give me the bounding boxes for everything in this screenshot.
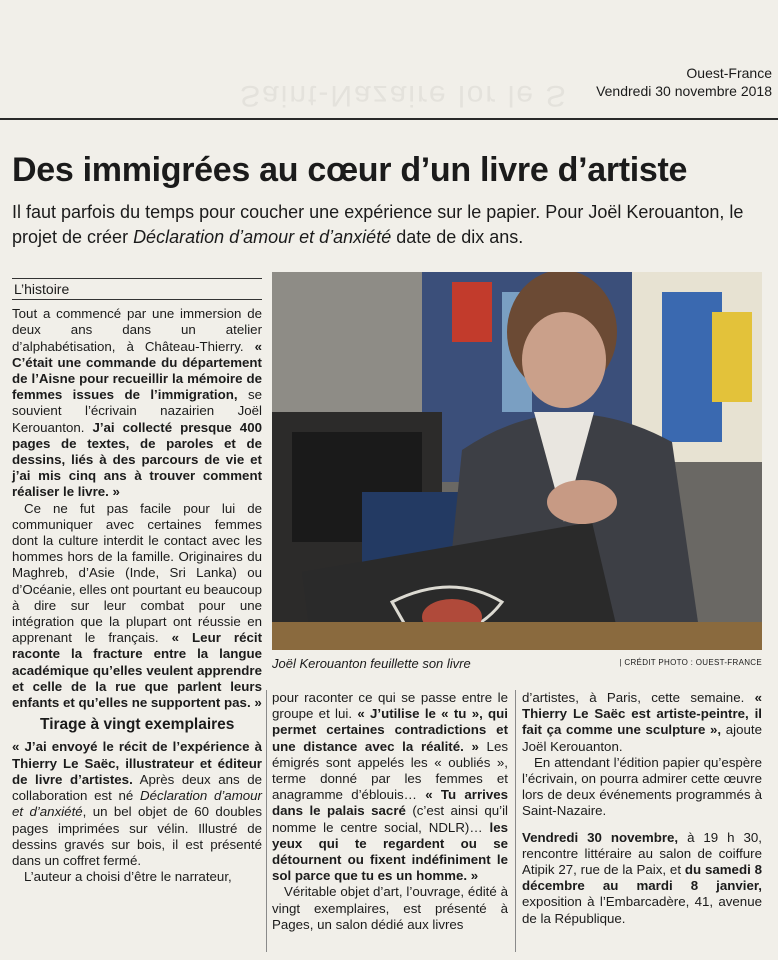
text-run: d’artistes, à Paris, cette semaine. xyxy=(522,690,755,705)
paragraph-4: L’auteur a choisi d’être le narrateur, xyxy=(24,869,232,885)
paragraph-9 xyxy=(522,830,762,927)
column-3 xyxy=(522,690,762,927)
date-run: du samedi 8 décembre au mardi 8 janvier, xyxy=(522,862,762,894)
rubrique-label: L’histoire xyxy=(12,278,262,300)
quote-run: « C’était une commande du département de l’Aisne pour recueillir la mémoire de femmes issues de l’immigration, xyxy=(12,338,262,403)
chapo xyxy=(12,200,772,250)
quote-run: « Leur récit raconte la fracture entre la langue académique qu’elles veulent apprendre et celle de la rue que parlent leurs enfants et qu’elles ne supportent pas. » xyxy=(12,630,263,711)
photo-credit: | CRÉDIT PHOTO : OUEST-FRANCE xyxy=(619,658,762,667)
paragraph-6: Véritable objet d’art, l’ouvrage, édité à vingt exemplaires, est présenté à Pages, un salon dédié aux livres xyxy=(272,884,508,932)
text-run: , un bel objet de 60 doubles pages imprimées sur vélin. Illustré de dessins gravés sur bois, il est présenté dans un coffret fermé. xyxy=(12,804,262,868)
bleed-through-text: Saint-Nazaire lor le S xyxy=(240,79,568,112)
text-run: à 19 h 30, rencontre littéraire au salon de coiffure Atipik 27, rue de la Paix, et xyxy=(522,829,762,878)
quote-run: les yeux qui te regardent ou se détournent ou fixent indéfiniment le sol parce que tu es un homme. » xyxy=(272,819,508,884)
column-divider xyxy=(266,690,267,952)
text-run: Après deux ans de collaboration est né xyxy=(12,771,263,804)
paragraph-2 xyxy=(12,501,262,712)
date-run: Vendredi 30 novembre, xyxy=(522,829,679,845)
headline: Des immigrées au cœur d’un livre d’artiste xyxy=(12,151,688,189)
quote-run: « J’ai envoyé le récit de l’expérience à Thierry Le Saëc, illustrateur et éditeur de livre d’artistes. xyxy=(12,739,262,787)
chapo-text-2: date de dix ans. xyxy=(391,227,524,247)
photo-caption xyxy=(272,656,762,671)
text-run: Ce ne fut pas facile pour lui de communiquer avec certaines femmes dont la culture interdit le contact avec les hommes hors de la famille. Originaires du Maghreb, d’Asie (Inde, Sri Lanka) ou d’Océanie, elles ont pourtant eu beaucoup à dire sur leur combat pour une intégration que la plupart ont réussie en apprenant le français. xyxy=(12,500,262,646)
paragraph-8: En attendant l’édition papier qu’espère l’écrivain, on pourra admirer cette œuvre lors de deux événements programmés à Saint-Nazaire. xyxy=(522,754,762,819)
text-run: se souvient l’écrivain nazairien Joël Kerouanton. xyxy=(12,387,262,435)
photo-legend: Joël Kerouanton feuillette son livre xyxy=(272,656,471,671)
quote-run: « Tu arrives dans le palais sacré xyxy=(272,787,509,819)
text-run: Tout a commencé par une immersion de deux ans dans un atelier d’alphabétisation, à Château-Thierry. xyxy=(12,306,262,354)
paragraph-7 xyxy=(522,690,762,755)
intertitle: Tirage à vingt exemplaires xyxy=(40,716,235,734)
quote-run: J’ai collecté presque 400 pages de textes, de paroles et de dessins, liés à des parcours de vie et j’ai mis cinq ans à trouver comment réaliser le livre. » xyxy=(12,419,262,500)
text-run: pour raconter ce qui se passe entre le groupe et lui. xyxy=(272,690,508,722)
quote-run: « Thierry Le Saëc est artiste-peintre, il fait ça comme une sculpture », xyxy=(522,690,762,738)
masthead-rule xyxy=(0,118,778,120)
article-photo xyxy=(272,272,762,650)
text-run: exposition à l’Embarcadère, 41, avenue de la République. xyxy=(522,894,762,926)
paragraph-1 xyxy=(12,306,262,500)
paragraph-3 xyxy=(12,739,262,869)
chapo-text-1: Il faut parfois du temps pour coucher une expérience sur le papier. Pour Joël Kerouanton, le projet de créer xyxy=(12,202,744,247)
photo-illustration xyxy=(272,272,762,650)
issue-date: Vendredi 30 novembre 2018 xyxy=(596,83,772,99)
column-divider xyxy=(515,690,516,952)
newspaper-name: Ouest-France xyxy=(686,65,772,81)
chapo-book-title: Déclaration d’amour et d’anxiété xyxy=(133,227,392,247)
text-run: (c’est ainsi qu’il nomme le centre social, NDLR)… xyxy=(272,803,508,835)
book-title: Déclaration d’amour et d’anxiété xyxy=(12,788,262,820)
column-2 xyxy=(272,690,508,933)
text-run: Les émigrés sont appelés les « oubliés », terme donné par les femmes et anagramme d’éblouis… xyxy=(272,738,509,803)
column-1 xyxy=(12,278,262,885)
quote-run: « J’utilise le « tu », qui permet certaines contradictions et une distance avec la réalité. » xyxy=(272,706,509,754)
paragraph-5 xyxy=(272,690,508,884)
text-run: ajoute Joël Kerouanton. xyxy=(522,722,762,754)
masthead xyxy=(0,64,778,100)
